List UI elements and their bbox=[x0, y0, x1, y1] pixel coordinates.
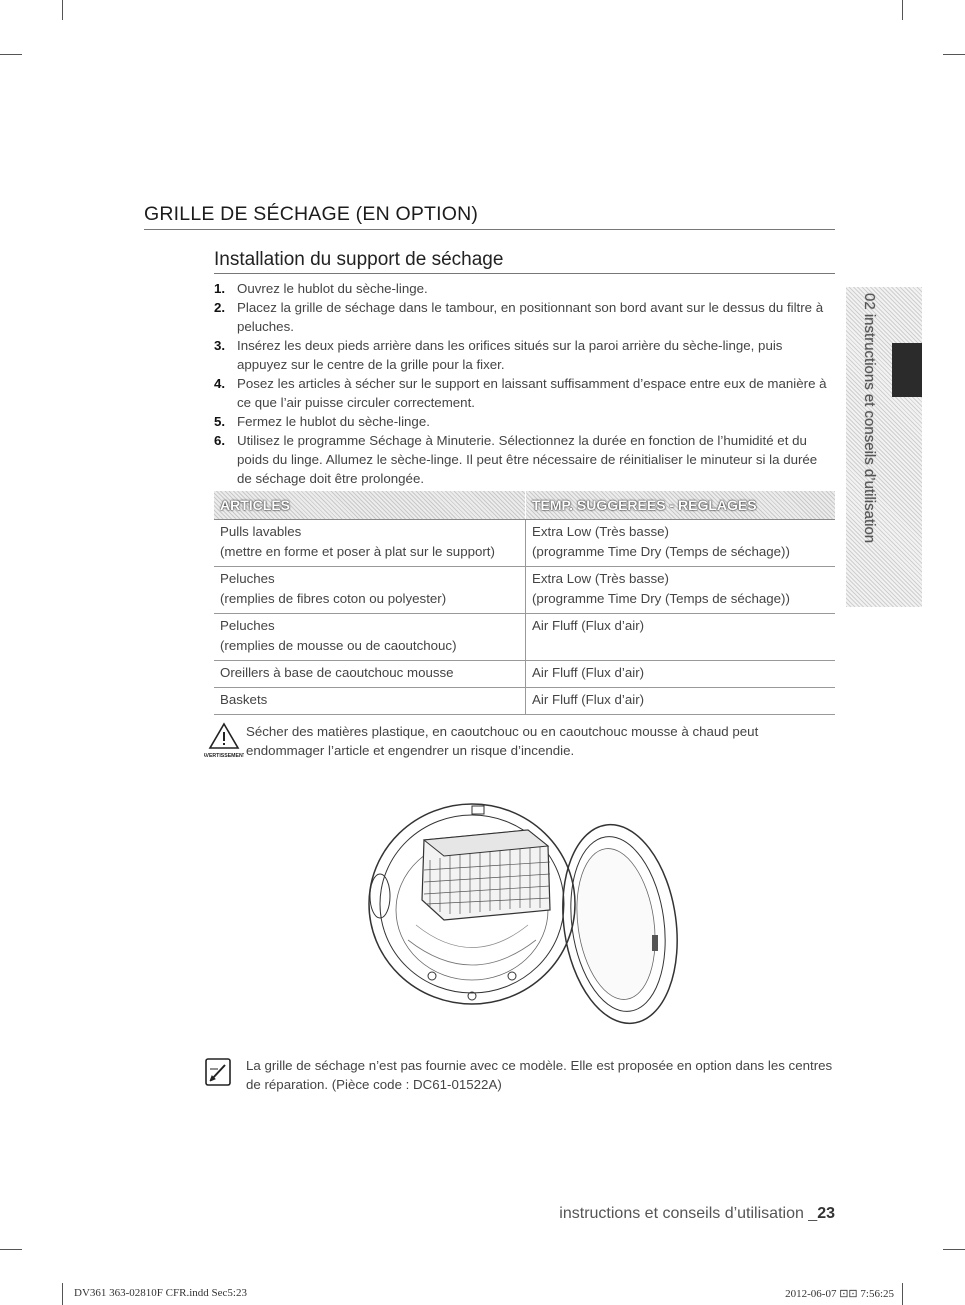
drying-settings-table bbox=[214, 491, 835, 715]
step-text: Insérez les deux pieds arrière dans les orifices situés sur la paroi arrière du sèche-linge, puis appuyez sur le centre de la grille pour la fixer. bbox=[237, 338, 783, 372]
setting-cell bbox=[526, 688, 836, 715]
setting-name: Extra Low (Très basse) bbox=[532, 571, 669, 586]
step-number: 3. bbox=[214, 338, 226, 353]
article-name: Oreillers à base de caoutchouc mousse bbox=[220, 665, 454, 680]
setting-name: Air Fluff (Flux d’air) bbox=[532, 618, 645, 633]
section-title: GRILLE DE SÉCHAGE (EN OPTION) bbox=[144, 203, 835, 230]
setting-name: Air Fluff (Flux d’air) bbox=[532, 692, 645, 707]
list-item bbox=[214, 298, 835, 336]
article-note: (remplies de mousse ou de caoutchouc) bbox=[220, 638, 457, 653]
note-pencil-icon bbox=[204, 1057, 234, 1089]
crop-mark bbox=[902, 1283, 903, 1305]
article-cell bbox=[214, 614, 526, 661]
setting-name: Extra Low (Très basse) bbox=[532, 524, 669, 539]
article-name: Peluches bbox=[220, 571, 275, 586]
warning-triangle-icon bbox=[204, 721, 244, 761]
step-number: 4. bbox=[214, 376, 226, 391]
crop-mark bbox=[943, 1249, 965, 1250]
setting-cell bbox=[526, 614, 836, 661]
chapter-tab-marker bbox=[892, 343, 922, 397]
step-text: Placez la grille de séchage dans le tambour, en positionnant son bord avant sur le dessus du filtre à peluches. bbox=[237, 300, 824, 334]
table-header-row bbox=[214, 491, 835, 520]
article-cell bbox=[214, 520, 526, 567]
step-text: Ouvrez le hublot du sèche-linge. bbox=[237, 281, 428, 296]
list-item bbox=[214, 279, 835, 298]
steps-list bbox=[214, 279, 835, 488]
step-text: Fermez le hublot du sèche-linge. bbox=[237, 414, 430, 429]
crop-mark bbox=[62, 0, 63, 20]
step-number: 5. bbox=[214, 414, 226, 429]
page-number: 23 bbox=[817, 1205, 835, 1222]
footer-label: instructions et conseils d’utilisation _ bbox=[559, 1205, 818, 1222]
crop-mark bbox=[0, 54, 22, 55]
note-text: La grille de séchage n’est pas fournie avec ce modèle. Elle est proposée en option dans les centres de réparation. (Pièce code : DC61-01522A) bbox=[246, 1058, 833, 1092]
list-item bbox=[214, 412, 835, 431]
setting-note: (programme Time Dry (Temps de séchage)) bbox=[532, 591, 790, 606]
column-header-settings: TEMP. SUGGEREES - REGLAGES bbox=[526, 491, 836, 520]
setting-cell bbox=[526, 567, 836, 614]
warning-text: Sécher des matières plastique, en caoutchouc ou en caoutchouc mousse à chaud peut endommager l’article et engendrer un risque d’incendie. bbox=[246, 724, 759, 758]
step-number: 2. bbox=[214, 300, 226, 315]
list-item bbox=[214, 431, 835, 488]
step-text: Utilisez le programme Séchage à Minuterie. Sélectionnez la durée en fonction de l’humidité et du poids du linge. Allumez le sèche-linge. Il peut être nécessaire de réinitialiser le minuteur si la durée de séchage doit être prolongée. bbox=[237, 433, 818, 486]
table-row bbox=[214, 614, 835, 661]
article-cell bbox=[214, 567, 526, 614]
step-number: 1. bbox=[214, 281, 226, 296]
article-name: Peluches bbox=[220, 618, 275, 633]
table-row bbox=[214, 661, 835, 688]
crop-mark bbox=[62, 1283, 63, 1305]
table-row bbox=[214, 567, 835, 614]
chapter-tab-label: 02 instructions et conseils d’utilisation bbox=[861, 293, 878, 544]
setting-cell bbox=[526, 520, 836, 567]
article-name: Baskets bbox=[220, 692, 268, 707]
setting-note: (programme Time Dry (Temps de séchage)) bbox=[532, 544, 790, 559]
list-item bbox=[214, 336, 835, 374]
page-footer bbox=[480, 1205, 835, 1223]
crop-mark bbox=[902, 0, 903, 20]
article-note: (mettre en forme et poser à plat sur le support) bbox=[220, 544, 495, 559]
setting-name: Air Fluff (Flux d’air) bbox=[532, 665, 645, 680]
warning-label: AVERTISSEMENT bbox=[204, 753, 244, 759]
list-item bbox=[214, 374, 835, 412]
article-cell bbox=[214, 661, 526, 688]
table-row bbox=[214, 520, 835, 567]
print-slug-file: DV361 363-02810F CFR.indd Sec5:23 bbox=[74, 1287, 247, 1299]
step-number: 6. bbox=[214, 433, 226, 448]
print-slug-date: 2012-06-07 ⊡⊡ 7:56:25 bbox=[785, 1288, 894, 1300]
step-text: Posez les articles à sécher sur le support en laissant suffisamment d’espace entre eux de manière à ce que l’air puisse circuler correctement. bbox=[237, 376, 827, 410]
table-row bbox=[214, 688, 835, 715]
crop-mark bbox=[0, 1249, 22, 1250]
crop-mark bbox=[943, 54, 965, 55]
dryer-drying-rack-illustration bbox=[360, 800, 680, 1030]
setting-cell bbox=[526, 661, 836, 688]
article-cell bbox=[214, 688, 526, 715]
subsection-title: Installation du support de séchage bbox=[214, 249, 835, 274]
article-note: (remplies de fibres coton ou polyester) bbox=[220, 591, 447, 606]
article-name: Pulls lavables bbox=[220, 524, 302, 539]
column-header-articles: ARTICLES bbox=[214, 491, 526, 520]
